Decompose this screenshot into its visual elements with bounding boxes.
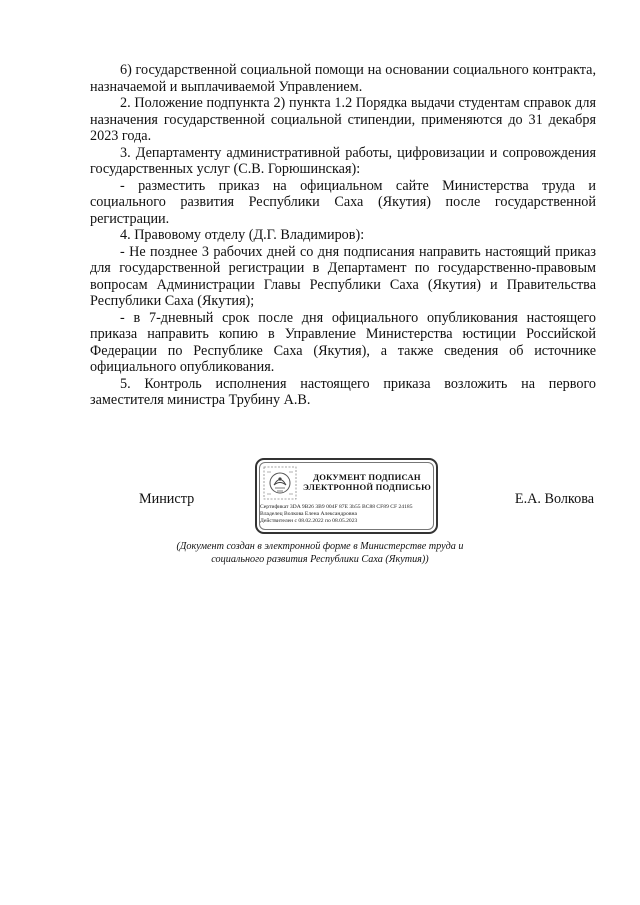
- paragraph-clause-4: 4. Правовому отделу (Д.Г. Владимиров):: [120, 227, 365, 243]
- document-body: [90, 62, 596, 409]
- stamp-owner: Владелец Волкова Елена Александровна: [260, 511, 357, 518]
- stamp-certificate: Сертификат 3DA 9B26 3B9 004F 87E 3b55 BC88 CF89 CF 24185: [260, 504, 413, 510]
- paragraph-item-6: 6) государственной социальной помощи на основании социального контракта, назначаемой и выплачиваемой Управлением.: [90, 62, 596, 95]
- stamp-details: [260, 504, 437, 526]
- coat-of-arms-icon: [263, 466, 297, 500]
- signer-title: Министр: [139, 491, 195, 507]
- stamp-title-line-1: ДОКУМЕНТ ПОДПИСАН: [313, 472, 421, 482]
- paragraph-clause-4-task-2: - в 7-дневный срок после дня официального опубликования настоящего приказа направить копию в Управление Министерства юстиции Российской Федерации по Республике Саха (Якутия), а также сведения об источнике официального опубликования.: [90, 309, 596, 375]
- signer-name: Е.А. Волкова: [514, 491, 594, 507]
- stamp-validity: Действителен с 08.02.2022 по 08.05.2023: [260, 518, 358, 525]
- paragraph-clause-3: 3. Департаменту административной работы, цифровизации и сопровождения государственных услуг (С.В. Горюшинская):: [90, 144, 596, 177]
- electronic-signature-stamp: [255, 458, 438, 534]
- paragraph-clause-5: 5. Контроль исполнения настоящего приказа возложить на первого заместителя министра Трубину А.В.: [90, 375, 596, 408]
- footnote: [120, 541, 520, 566]
- paragraph-clause-3-task: - разместить приказ на официальном сайте Министерства труда и социального развития Республики Саха (Якутия) после государственной регистрации.: [90, 177, 596, 227]
- footnote-line-2: социального развития Республики Саха (Якутия)): [211, 553, 429, 565]
- signature-block: [90, 458, 596, 538]
- stamp-title-line-2: ЭЛЕКТРОННОЙ ПОДПИСЬЮ: [303, 482, 431, 492]
- stamp-title: [303, 472, 431, 492]
- footnote-line-1: (Документ создан в электронной форме в Министерстве труда и: [176, 541, 464, 552]
- paragraph-clause-2: 2. Положение подпункта 2) пункта 1.2 Порядка выдачи студентам справок для назначения государственной социальной стипендии, применяются до 31 декабря 2023 года.: [90, 95, 596, 144]
- paragraph-clause-4-task-1: - Не позднее 3 рабочих дней со дня подписания направить настоящий приказ для государственной регистрации в Департамент по государственно-правовым вопросам Администрации Главы Республики Саха (Якутия) и Правительства Республики Саха (Якутия);: [90, 243, 596, 309]
